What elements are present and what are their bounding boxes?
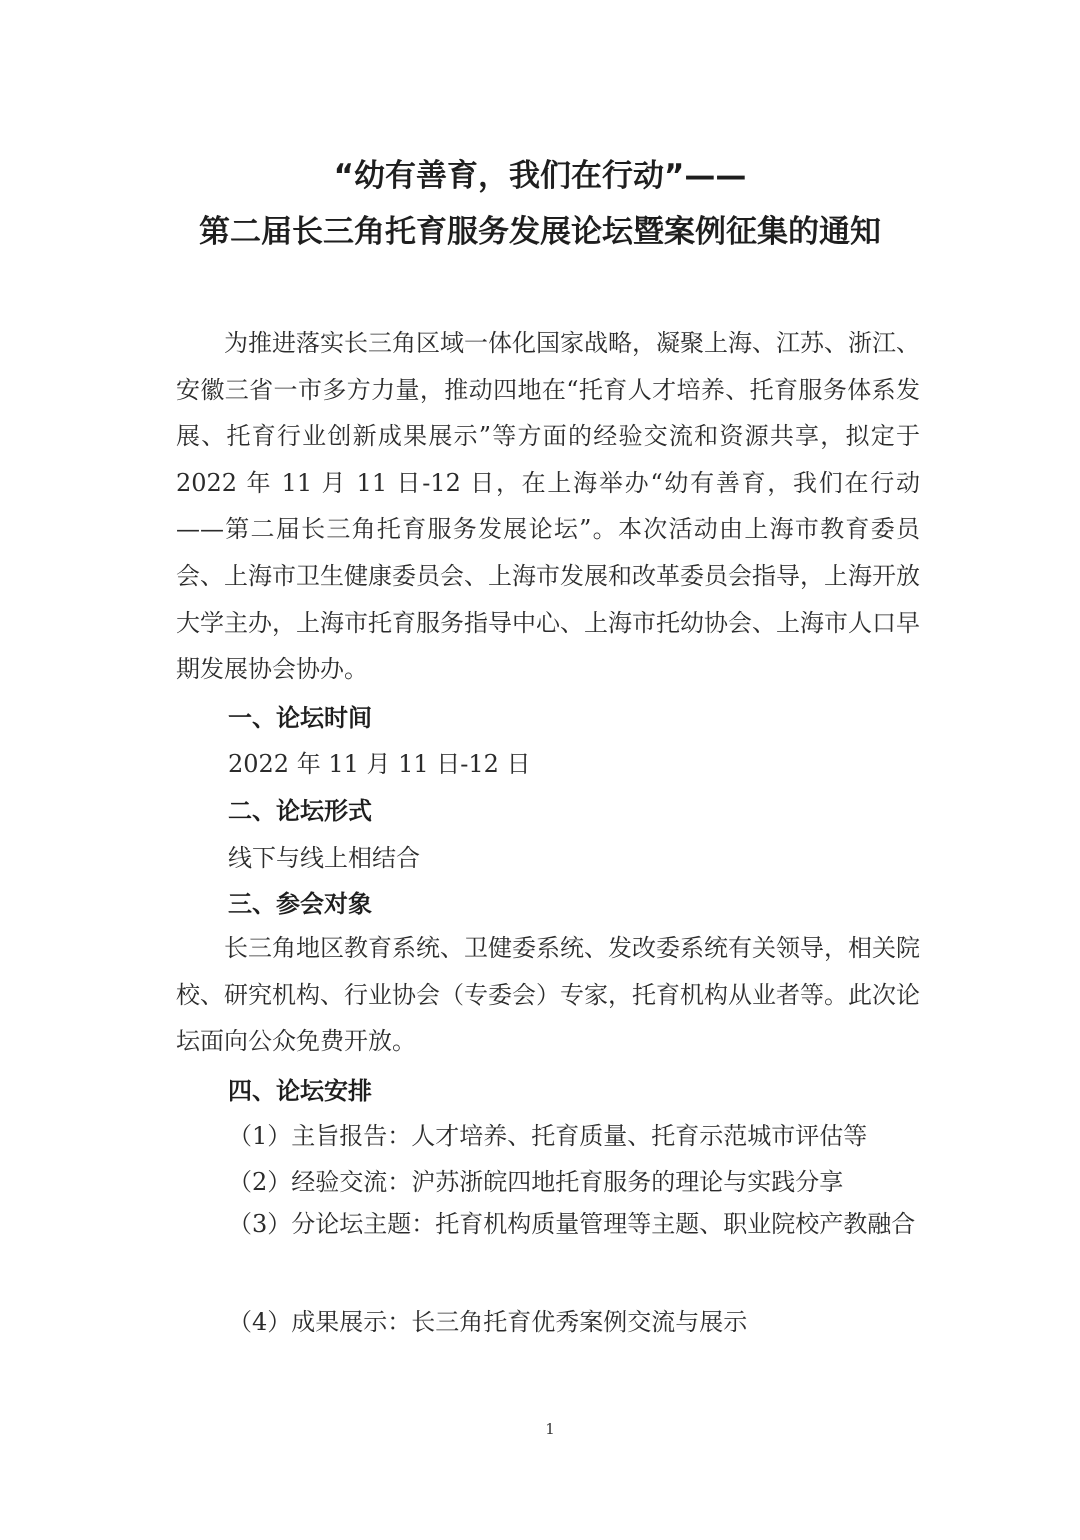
section-4-heading: 四、论坛安排 — [228, 1077, 372, 1105]
section-1-heading: 一、论坛时间 — [228, 704, 372, 732]
section-2-content: 线下与线上相结合 — [228, 844, 420, 872]
intro-section — [176, 320, 920, 693]
document-title-line-2: 第二届长三角托育服务发展论坛暨案例征集的通知 — [199, 214, 881, 250]
arrangement-item-2: （2）经验交流：沪苏浙皖四地托育服务的理论与实践分享 — [228, 1168, 844, 1196]
section-2-heading: 二、论坛形式 — [228, 797, 372, 825]
arrangement-item-3-block — [176, 1201, 920, 1248]
section-3-body — [176, 925, 920, 1065]
arrangement-item-3: （3）分论坛主题：托育机构质量管理等主题、职业院校产教融合 — [228, 1210, 916, 1238]
intro-paragraph: 为推进落实长三角区域一体化国家战略，凝聚上海、江苏、浙江、安徽三省一市多方力量，推动四地在“托育人才培养、托育服务体系发展、托育行业创新成果展示”等方面的经验交流和资源共享，拟定于 2022 年 11 月 11 日-12 日，在上海举办“幼有善育，我们在行动——第二届长三角托育服务发展论坛”。本次活动由上海市教育委员会、上海市卫生健康委员会、上海市发展和改革委员会指导，上海开放大学主办，上海市托育服务指导中心、上海市托幼协会、上海市人口早期发展协会协办。 — [176, 329, 920, 684]
arrangement-item-1: （1）主旨报告：人才培养、托育质量、托育示范城市评估等 — [228, 1122, 868, 1150]
section-1-content: 2022 年 11 月 11 日-12 日 — [228, 750, 531, 778]
arrangement-item-4: （4）成果展示：长三角托育优秀案例交流与展示 — [228, 1308, 748, 1336]
page-number: 1 — [545, 1420, 555, 1438]
section-3-content: 长三角地区教育系统、卫健委系统、发改委系统有关领导，相关院校、研究机构、行业协会（专委会）专家，托育机构从业者等。此次论坛面向公众免费开放。 — [176, 934, 920, 1056]
document-title-line-1: “幼有善育，我们在行动”—— — [333, 158, 747, 194]
section-3-heading: 三、参会对象 — [228, 890, 372, 918]
